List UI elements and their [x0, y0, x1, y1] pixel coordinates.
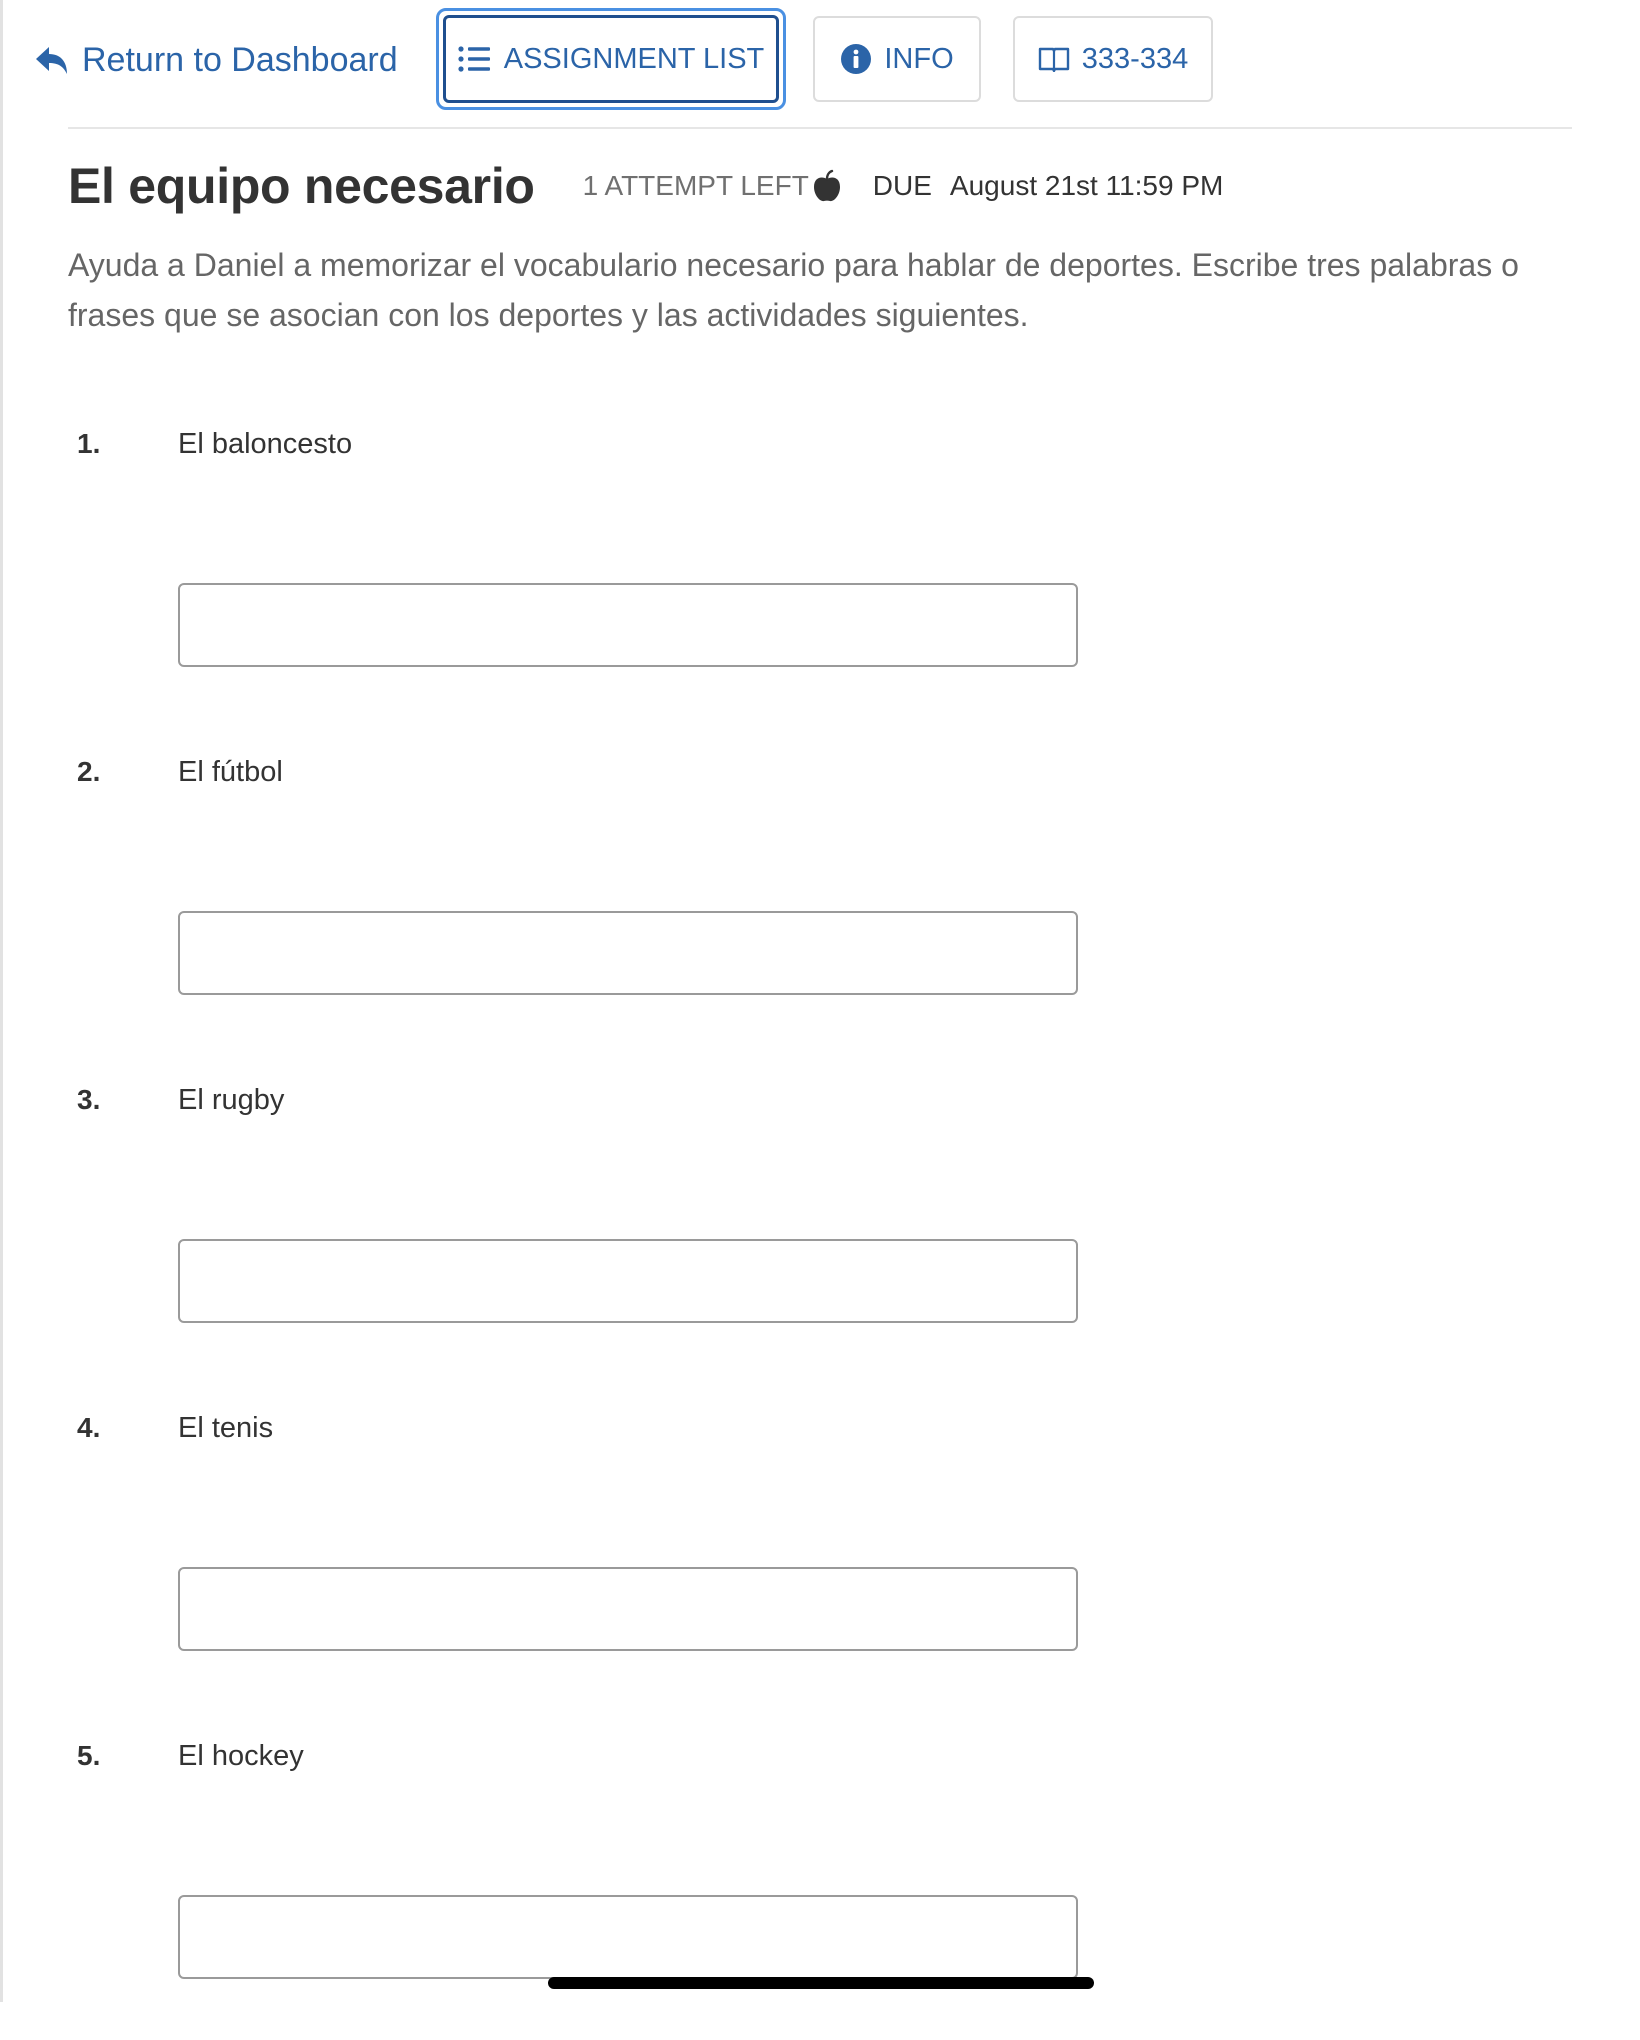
answer-input-3[interactable] — [178, 1239, 1078, 1323]
info-icon — [840, 43, 872, 75]
open-book-icon — [1038, 46, 1070, 72]
return-to-dashboard-link[interactable] — [34, 38, 398, 82]
info-button[interactable] — [813, 16, 981, 102]
question-number: 5. — [77, 1740, 101, 1771]
textbook-pages-button[interactable] — [1013, 16, 1213, 102]
textbook-pages-label: 333-334 — [1081, 42, 1189, 75]
attempts-left-badge — [583, 169, 843, 203]
due-label: DUE — [872, 170, 932, 201]
return-to-dashboard-label: Return to Dashboard — [82, 40, 398, 79]
question-item — [0, 1084, 1640, 1384]
top-toolbar — [0, 0, 1640, 120]
question-number: 3. — [77, 1084, 101, 1115]
assignment-list-button[interactable] — [436, 8, 786, 110]
header-divider — [68, 127, 1572, 129]
assignment-header — [68, 150, 1223, 222]
question-number: 4. — [77, 1412, 101, 1443]
apple-icon — [811, 169, 843, 203]
question-item — [0, 1412, 1640, 1712]
question-number: 1. — [77, 428, 101, 459]
question-item — [0, 756, 1640, 1056]
question-prompt: El rugby — [178, 1084, 285, 1116]
assignment-list-label: ASSIGNMENT LIST — [503, 42, 765, 75]
question-prompt: El fútbol — [178, 756, 283, 788]
answer-input-5[interactable] — [178, 1895, 1078, 1979]
attempts-left-text: 1 ATTEMPT LEFT — [582, 170, 809, 201]
due-date: August 21st 11:59 PM — [949, 170, 1224, 201]
answer-input-4[interactable] — [178, 1567, 1078, 1651]
answer-input-2[interactable] — [178, 911, 1078, 995]
page-title: El equipo necesario — [68, 158, 535, 214]
reply-arrow-icon — [34, 42, 70, 78]
list-icon — [458, 45, 492, 73]
question-number: 2. — [77, 756, 101, 787]
instructions-text: Ayuda a Daniel a memorizar el vocabulario necesario para hablar de deportes. Escribe tres palabras o frases que se asocian con los deportes y las actividades siguientes. — [68, 247, 1519, 333]
info-label: INFO — [884, 42, 954, 75]
home-indicator-bar[interactable] — [548, 1977, 1094, 1989]
question-prompt: El tenis — [178, 1412, 274, 1444]
answer-input-1[interactable] — [178, 583, 1078, 667]
question-item — [0, 428, 1640, 728]
question-prompt: El baloncesto — [178, 428, 353, 460]
question-prompt: El hockey — [178, 1740, 304, 1772]
question-item — [0, 1740, 1640, 2040]
